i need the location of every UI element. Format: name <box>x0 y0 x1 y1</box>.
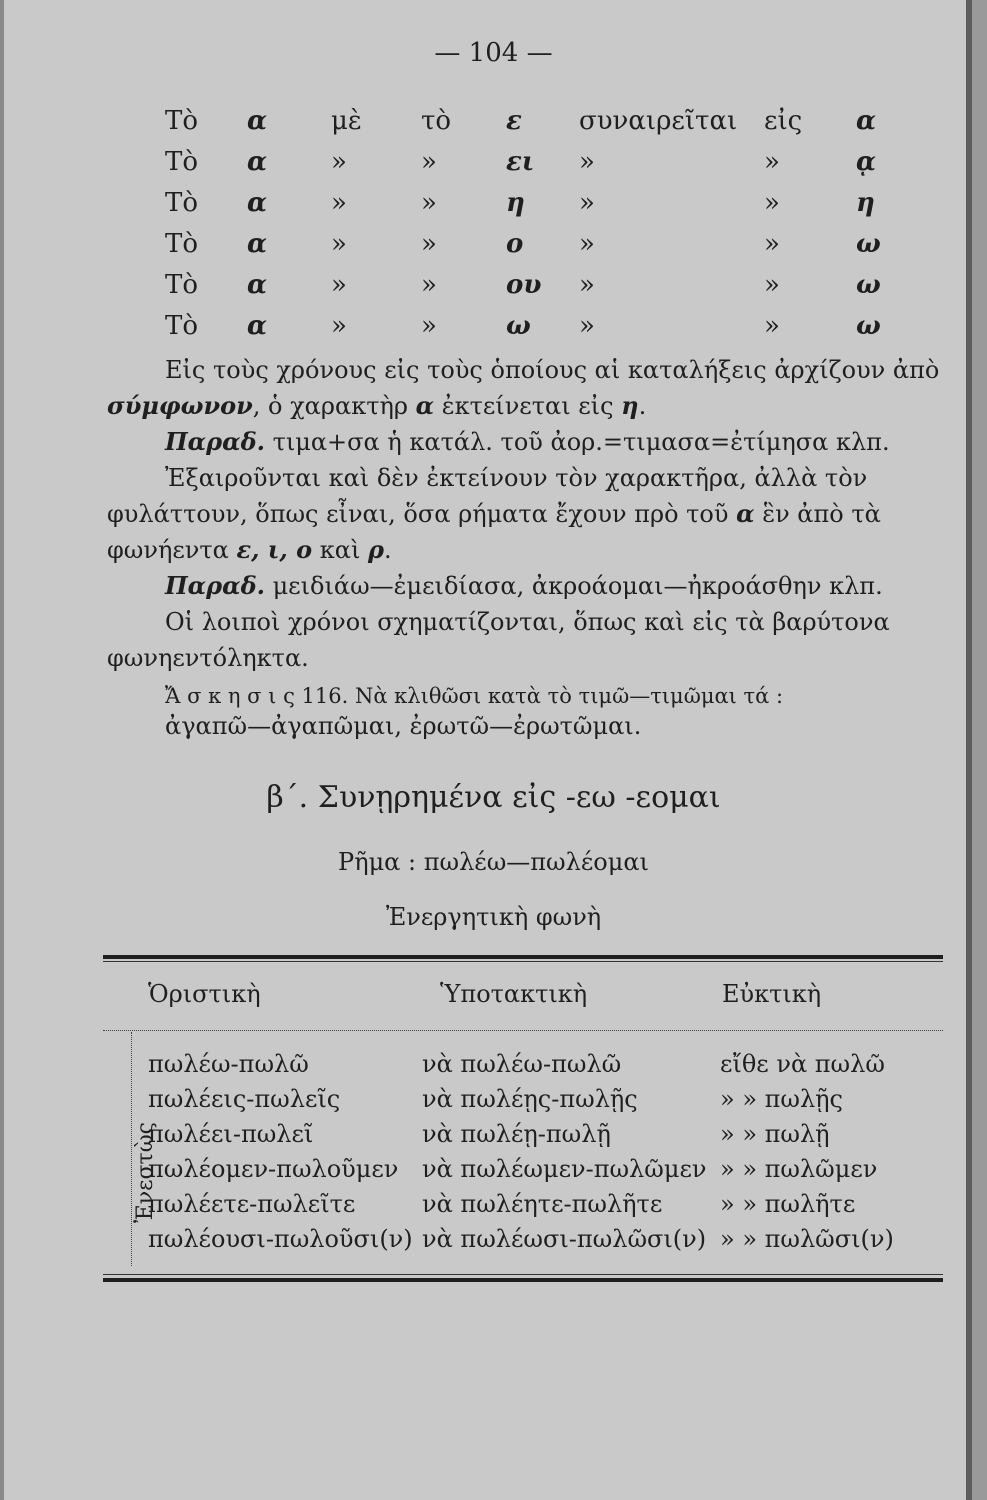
paragraph-other-tenses: Οἱ λοιποὶ χρόνοι σχηματίζονται, ὅπως καὶ εἰς τὰ βαρύτονα φωνηεντόληκτα. <box>107 608 890 672</box>
tense-column-divider <box>131 1032 132 1266</box>
rule-cell: » <box>421 310 437 341</box>
rule-cell: ω <box>856 310 881 341</box>
indicative-form: πωλέετε-πωλεῖτε <box>148 1190 356 1218</box>
rule-row <box>165 305 896 346</box>
indicative-form: πωλέει-πωλεῖ <box>148 1120 314 1148</box>
rule-cell: » <box>579 146 595 177</box>
indicative-form: πωλέομεν-πωλοῦμεν <box>148 1155 399 1183</box>
rule-cell: ω <box>506 310 531 341</box>
indicative-form: πωλέω-πωλῶ <box>148 1050 309 1078</box>
rule-cell: ο <box>506 228 524 259</box>
rule-cell: » <box>331 269 347 300</box>
rule-row <box>165 264 896 305</box>
rule-cell: » <box>421 269 437 300</box>
rule-cell: α <box>247 187 268 218</box>
contraction-rules-table <box>165 100 896 346</box>
voice-line: Ἐνεργητικὴ φωνὴ <box>385 903 602 931</box>
subjunctive-form: νὰ πωλέωσι-πωλῶσι(ν) <box>422 1225 707 1253</box>
rule-cell: ει <box>506 146 535 177</box>
rule-cell: ου <box>506 269 542 300</box>
rule-cell: συναιρεῖται <box>579 105 738 136</box>
rule-cell: » <box>764 228 780 259</box>
rule-cell: εἰς <box>764 105 803 136</box>
rule-cell: η <box>856 187 875 218</box>
rule-row <box>165 100 896 141</box>
rule-cell: α <box>247 269 268 300</box>
rule-cell: α <box>856 105 877 136</box>
rule-cell: ᾳ <box>856 146 877 177</box>
rule-cell: » <box>764 269 780 300</box>
verb-line: Ρῆμα : πωλέω—πωλέομαι <box>338 848 649 876</box>
rule-cell: Τὸ <box>165 310 198 341</box>
rule-cell: » <box>764 187 780 218</box>
rule-cell: » <box>579 228 595 259</box>
table-bottom-rule <box>103 1278 943 1282</box>
rule-cell: » <box>579 269 595 300</box>
optative-form: » » πωλῇ <box>720 1120 830 1148</box>
rule-cell: α <box>247 228 268 259</box>
rule-cell: » <box>579 187 595 218</box>
rule-cell: » <box>764 310 780 341</box>
optative-form: » » πωλῶμεν <box>720 1155 878 1183</box>
rule-cell: » <box>331 146 347 177</box>
rule-cell: » <box>421 228 437 259</box>
table-bottom-rule-thin <box>103 1274 943 1275</box>
rule-row <box>165 141 896 182</box>
column-header-indicative: Ὁριστικὴ <box>148 980 261 1008</box>
rule-row <box>165 182 896 223</box>
optative-form: εἴθε νὰ πωλῶ <box>720 1050 885 1078</box>
subjunctive-form: νὰ πωλέητε-πωλῆτε <box>422 1190 663 1218</box>
rule-cell: ε <box>506 105 522 136</box>
column-header-optative: Εὐκτικὴ <box>722 980 822 1008</box>
rule-cell: ω <box>856 228 881 259</box>
rule-cell: Τὸ <box>165 105 198 136</box>
example-1: Παραδ. τιμα+σα ἡ κατάλ. τοῦ ἀορ.=τιμασα=ἐτίμησα κλπ. <box>165 427 890 456</box>
subjunctive-form: νὰ πωλέῃ-πωλῇ <box>422 1120 611 1148</box>
rule-cell: α <box>247 105 268 136</box>
rule-cell: α <box>247 310 268 341</box>
rule-cell: » <box>331 310 347 341</box>
rule-cell: Τὸ <box>165 228 198 259</box>
rule-cell: » <box>331 187 347 218</box>
rule-cell: » <box>579 310 595 341</box>
rule-cell: Τὸ <box>165 269 198 300</box>
example-2: Παραδ. μειδιάω—ἐμειδίασα, ἀκροάομαι—ἠκροάσθην κλπ. <box>165 571 883 600</box>
paragraph-rule: Εἰς τοὺς χρόνους εἰς τοὺς ὁποίους αἱ καταλήξεις ἀρχίζουν ἀπὸ σύμφωνον, ὁ χαρακτὴρ α ἐκτείνεται εἰς η. <box>107 356 940 420</box>
column-header-subjunctive: Ὑποτακτικὴ <box>440 980 588 1008</box>
subjunctive-form: νὰ πωλέῃς-πωλῇς <box>422 1085 638 1113</box>
rule-cell: μὲ <box>331 105 362 136</box>
paragraph-exceptions: Ἐξαιροῦνται καὶ δὲν ἐκτείνουν τὸν χαρακτῆρα, ἀλλὰ τὸν φυλάττουν, ὅπως εἶναι, ὅσα ρήματα ἔχουν πρὸ τοῦ α ἓν ἀπὸ τὰ φωνήεντα ε, ι, ο καὶ ρ. <box>107 464 881 564</box>
exercise-line-1: Ἄ σ κ η σ ι ς 116. Νὰ κλιθῶσι κατὰ τὸ τιμῶ—τιμῶμαι τά : <box>165 684 784 708</box>
rule-row <box>165 223 896 264</box>
rule-cell: » <box>764 146 780 177</box>
section-title: β΄. Συνῃρημένα εἰς -εω -εομαι <box>266 780 721 815</box>
rule-cell: ω <box>856 269 881 300</box>
rule-cell: τὸ <box>421 105 452 136</box>
optative-form: » » πωλῆτε <box>720 1190 856 1218</box>
rule-cell: η <box>506 187 525 218</box>
optative-form: » » πωλῶσι(ν) <box>720 1225 894 1253</box>
page-edge <box>0 0 4 1500</box>
exercise-line-2: ἀγαπῶ—ἀγαπῶμαι, ἐρωτῶ—ἐρωτῶμαι. <box>165 712 642 740</box>
table-top-rule <box>103 955 943 959</box>
subjunctive-form: νὰ πωλέωμεν-πωλῶμεν <box>422 1155 707 1183</box>
page-number: — 104 — <box>434 38 553 68</box>
tense-label: Ἐνεστὼς <box>133 1122 158 1223</box>
indicative-form: πωλέεις-πωλεῖς <box>148 1085 341 1113</box>
rule-cell: α <box>247 146 268 177</box>
rule-cell: » <box>421 187 437 218</box>
rule-cell: Τὸ <box>165 146 198 177</box>
table-top-rule-thin <box>103 961 943 962</box>
rule-cell: » <box>331 228 347 259</box>
rule-cell: » <box>421 146 437 177</box>
indicative-form: πωλέουσι-πωλοῦσι(ν) <box>148 1225 413 1253</box>
optative-form: » » πωλῇς <box>720 1085 843 1113</box>
header-divider <box>103 1030 943 1031</box>
rule-cell: Τὸ <box>165 187 198 218</box>
subjunctive-form: νὰ πωλέω-πωλῶ <box>422 1050 622 1078</box>
